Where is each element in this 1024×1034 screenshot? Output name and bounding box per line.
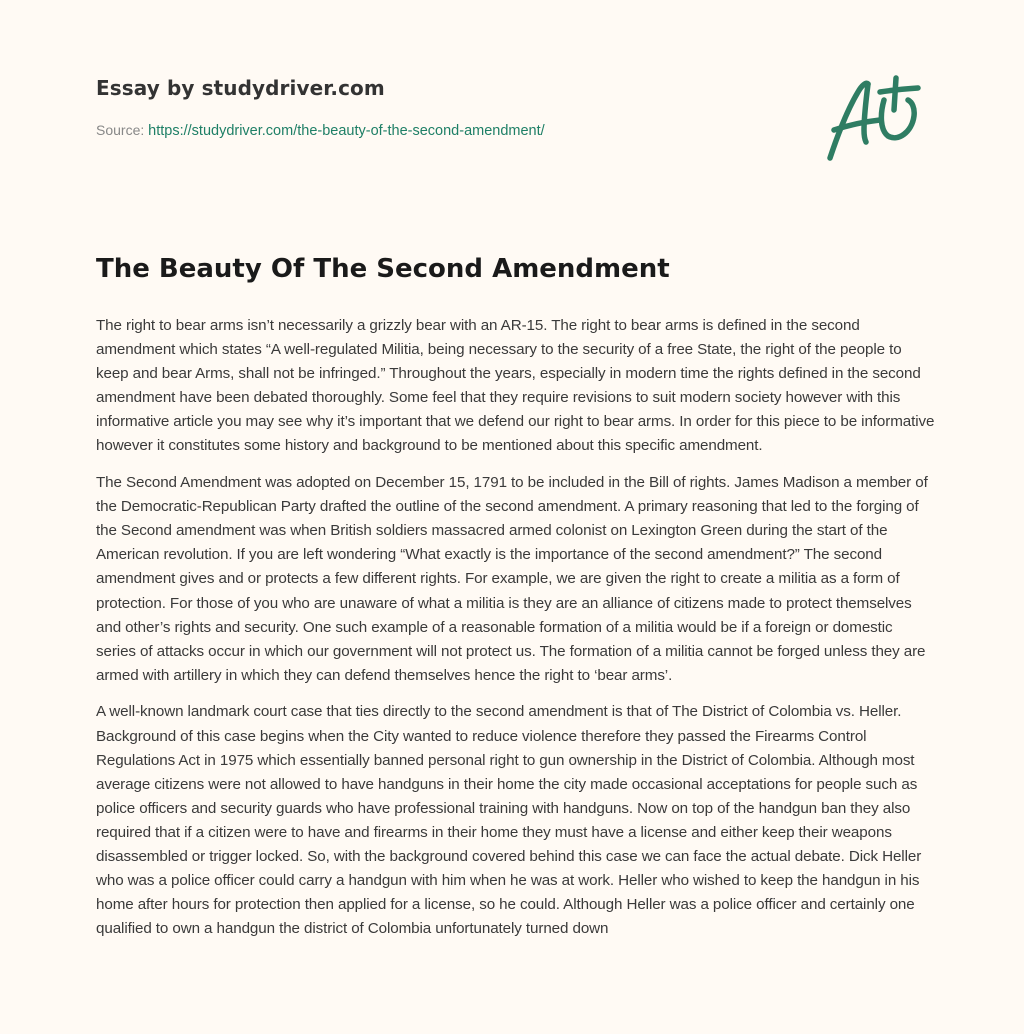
site-title: Essay by studydriver.com [96, 76, 385, 100]
essay-paragraph: The Second Amendment was adopted on December 15, 1791 to be included in the Bill of rights. James Madison a member of the Democratic-Republican Party drafted the outline of the second amendment. A primary reasoning that led to the forging of the Second amendment was when British soldiers massacred armed colonist on Lexington Green during the start of the American revolution. If you are left wondering “What exactly is the importance of the second amendment?” The second amendment gives and or protects a few different rights. For example, we are given the right to create a militia as a form of protection. For those of you who are unaware of what a militia is they are an alliance of citizens made to protect themselves and other’s rights and security. One such example of a reasonable formation of a militia would be if a foreign or domestic series of attacks occur in which our government will not protect us. The formation of a militia cannot be forged unless they are armed with artillery in which they can defend themselves hence the right to ‘bear arms’. [96, 474, 928, 684]
essay-paragraph: The right to bear arms isn’t necessarily a grizzly bear with an AR-15. The right to bear arms is defined in the second amendment which states “A well-regulated Militia, being necessary to the security of a free State, the right of the people to keep and bear Arms, shall not be infringed.” Throughout the years, especially in modern time the rights defined in the second amendment have been debated thoroughly. Some feel that they require revisions to suit modern society however with this informative article you may see why it’s important that we defend our right to bear arms. In order for this piece to be informative however it constitutes some history and background to be mentioned about this specific amendment. [96, 317, 935, 455]
source-link[interactable]: https://studydriver.com/the-beauty-of-the-second-amendment/ [148, 123, 545, 139]
essay-title: The Beauty Of The Second Amendment [96, 254, 670, 284]
site-header [96, 76, 896, 139]
essay-body [96, 314, 936, 954]
source-line [96, 122, 896, 139]
a-plus-grade-icon [822, 70, 932, 166]
essay-paragraph: A well-known landmark court case that ties directly to the second amendment is that of The District of Colombia vs. Heller. Background of this case begins when the City wanted to reduce violence therefore they passed the Firearms Control Regulations Act in 1975 which essentially banned personal right to gun ownership in the District of Colombia. Although most average citizens were not allowed to have handguns in their home the city made occasional acceptations for people such as police officers and security guards who have professional training with handguns. Now on top of the handgun ban they also required that if a citizen were to have and firearms in their home they must have a license and either keep their weapons disassembled or trigger locked. So, with the background covered behind this case we can face the actual debate. Dick Heller who was a police officer could carry a handgun with him when he was at work. Heller who wished to keep the handgun in his home after hours for protection then applied for a license, so he could. Although Heller was a police officer and certainly one qualified to own a handgun the district of Colombia unfortunately turned down [96, 703, 922, 938]
source-label: Source: [96, 122, 145, 138]
